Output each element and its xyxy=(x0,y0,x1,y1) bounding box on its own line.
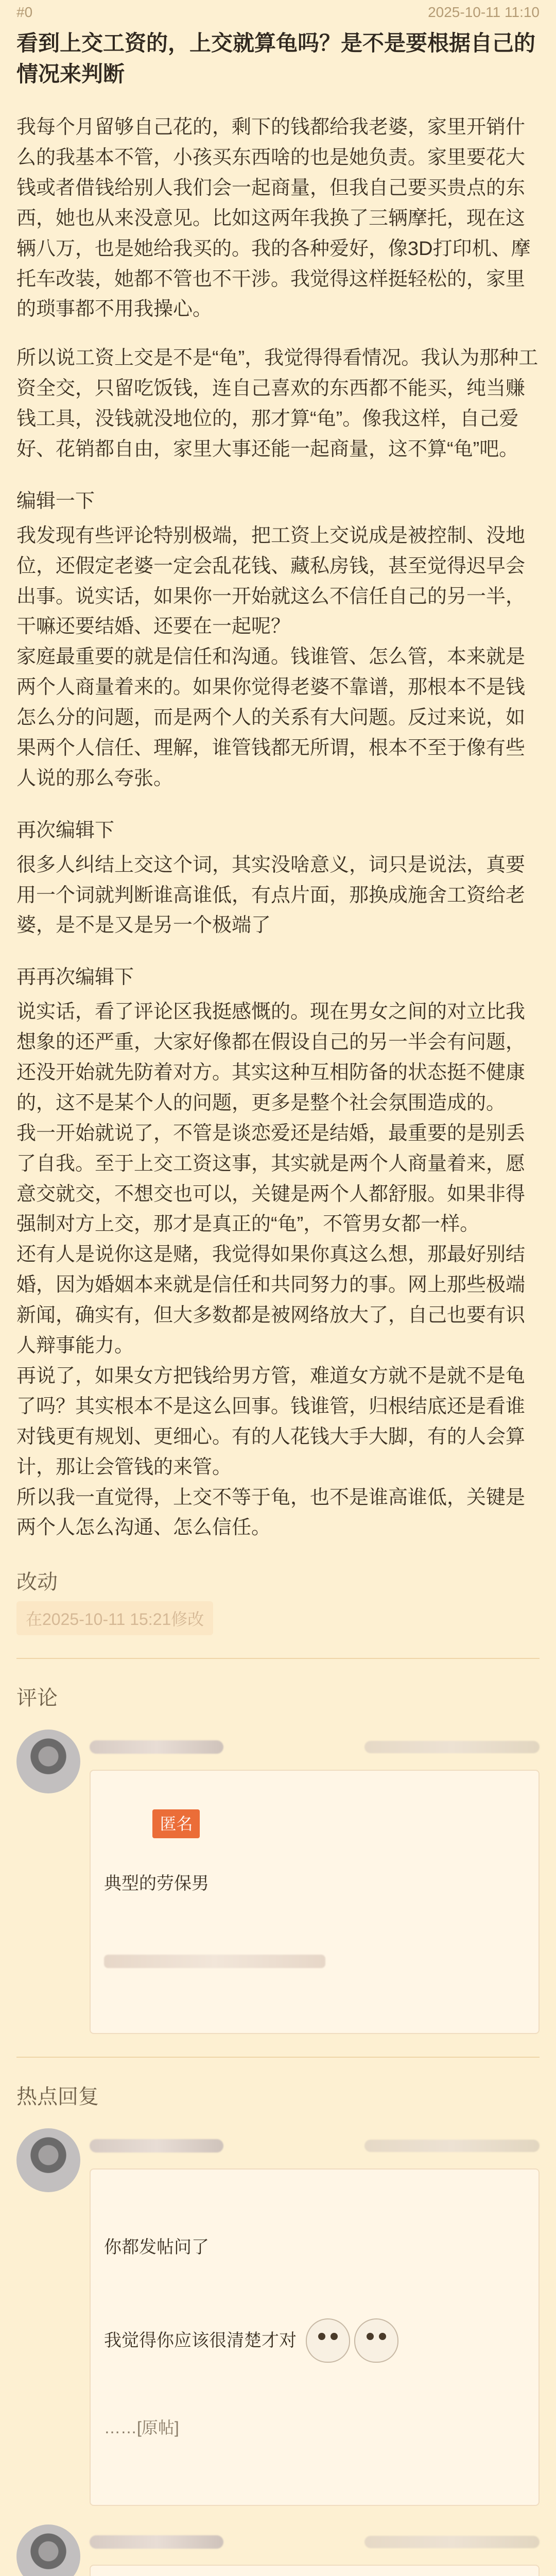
reply-line xyxy=(104,2318,525,2363)
blurred-username xyxy=(90,2535,223,2549)
comment-body xyxy=(90,2524,540,2576)
comment-item xyxy=(16,1711,540,2034)
post-body xyxy=(0,90,556,1543)
divider xyxy=(16,2057,540,2058)
hot-replies-title: 热点回复 xyxy=(16,2086,99,2109)
edit-content: 我发现有些评论特别极端，把工资上交说成是被控制、没地位，还假定老婆一定会乱花钱、藏私房钱，甚至觉得迟早会出事。说实话，如果你一开始就这么不信任自己的另一半，干嘛还要结婚、还要在一起呢？ 家庭最重要的就是信任和沟通。钱谁管、怎么管，本来就是两个人商量着来的。如果你觉得老婆不靠谱，那根本不是钱怎么分的问题，而是两个人的关系有大问题。反过来说，如果两个人信任、理解，谁管钱都无所谓，根本不至于像有些人说的那么夸张。 xyxy=(16,524,526,789)
change-history-item[interactable]: 在2025-10-11 15:21修改 xyxy=(16,1601,213,1635)
sticker-face-icon xyxy=(306,2318,350,2363)
comment-header xyxy=(90,1734,540,1760)
reply-bubble[interactable] xyxy=(90,2168,540,2506)
avatar[interactable] xyxy=(16,2524,80,2576)
blurred-meta xyxy=(364,1741,540,1753)
sticker-icon xyxy=(306,2318,398,2363)
comment-bubble[interactable] xyxy=(90,1770,540,2034)
edit-heading: 再次编辑下 xyxy=(16,819,115,841)
post-paragraph: 我每个月留够自己花的，剩下的钱都给我老婆，家里开销什么的我基本不管，小孩买东西啥的也是她负责。家里要花大钱或者借钱给别人我们会一起商量，但我自己要买贵点的东西，她也从来没意见。比如这两年我换了三辆摩托，现在这辆八万，也是她给我买的。我的各种爱好，像3D打印机、摩托车改装，她都不管也不干涉。我觉得这样挺轻松的，家里的琐事都不用我操心。 xyxy=(16,116,531,320)
comments-title: 评论 xyxy=(16,1687,58,1710)
avatar[interactable] xyxy=(16,1730,80,1793)
reply-text: 你都发帖问了 xyxy=(104,2238,209,2258)
blurred-username xyxy=(90,2139,223,2153)
comment-body xyxy=(90,1730,540,2034)
edit-section xyxy=(16,816,540,941)
anonymous-badge: 匿名 xyxy=(152,1809,200,1838)
comment-text: 典型的劳保男 xyxy=(104,1874,209,1894)
top-bar xyxy=(0,0,556,25)
source-link[interactable]: ……[原帖] xyxy=(104,2418,179,2437)
edit-heading: 再再次编辑下 xyxy=(16,967,134,989)
blurred-subtext xyxy=(104,1955,325,1968)
edit-section xyxy=(16,486,540,794)
blurred-meta xyxy=(364,2140,540,2152)
edit-content: 很多人纠结上交这个词，其实没啥意义，词只是说法，真要用一个词就判断谁高谁低，有点片面，那换成施舍工资给老婆，是不是又是另一个极端了 xyxy=(16,854,526,937)
blurred-username xyxy=(90,1740,223,1754)
comment-list xyxy=(0,1711,556,2034)
edit-heading: 编辑一下 xyxy=(16,490,95,512)
hot-reply-item xyxy=(16,2506,540,2576)
comment-header xyxy=(90,2132,540,2159)
edit-section xyxy=(16,962,540,1543)
floor-number: #0 xyxy=(16,4,33,20)
hot-reply-item xyxy=(16,2110,540,2506)
avatar[interactable] xyxy=(16,2128,80,2192)
edit-content: 说实话，看了评论区我挺感慨的。现在男女之间的对立比我想象的还严重，大家好像都在假设自己的另一半会有问题，还没开始就先防着对方。其实这种互相防备的状态挺不健康的，这不是某个人的问题，更多是整个社会氛围造成的。 我一开始就说了，不管是谈恋爱还是结婚，最重要的是别丢了自我。至于上交工资这事，其实就是两个人商量着来，愿意交就交，不想交也可以，关键是两个人都舒服。如果非得强制对方上交，那才是真正的“龟”，不管男女都一样。 还有人是说你这是赌，我觉得如果你真这么想，那最好别结婚，因为婚姻本来就是信任和共同努力的事。网上那些极端新闻，确实有，但大多数都是被网络放大了，自己也要有识人辩事能力。 再说了，如果女方把钱给男方管，难道女方就不是就不是龟了吗？其实根本不是这么回事。钱谁管，归根结底还是看谁对钱更有规划、更细心。有的人花钱大手大脚，有的人会算计，那让会管钱的来管。 所以我一直觉得，上交不等于龟，也不是谁高谁低，关键是两个人怎么沟通、怎么信任。 xyxy=(16,1001,526,1539)
sticker-face-icon xyxy=(354,2318,398,2363)
comment-body xyxy=(90,2128,540,2506)
reply-bubble[interactable] xyxy=(90,2565,540,2576)
blurred-meta xyxy=(364,2536,540,2548)
post-time: 2025-10-11 11:10 xyxy=(428,4,540,20)
hot-replies-list xyxy=(0,2110,556,2576)
divider xyxy=(16,1658,540,1659)
changes-title: 改动 xyxy=(16,1571,58,1594)
comment-header xyxy=(90,2529,540,2555)
reply-text: 我觉得你应该很清楚才对 xyxy=(104,2330,297,2350)
post-paragraph: 所以说工资上交是不是“龟”，我觉得得看情况。我认为那种工资全交，只留吃饭钱，连自己喜欢的东西都不能买，纯当赚钱工具，没钱就没地位的，那才算“龟”。像我这样，自己爱好、花销都自由，家里大事还能一起商量，这不算“龟”吧。 xyxy=(16,347,538,460)
post-title: 看到上交工资的，上交就算龟吗？是不是要根据自己的情况来判断 xyxy=(16,31,536,87)
